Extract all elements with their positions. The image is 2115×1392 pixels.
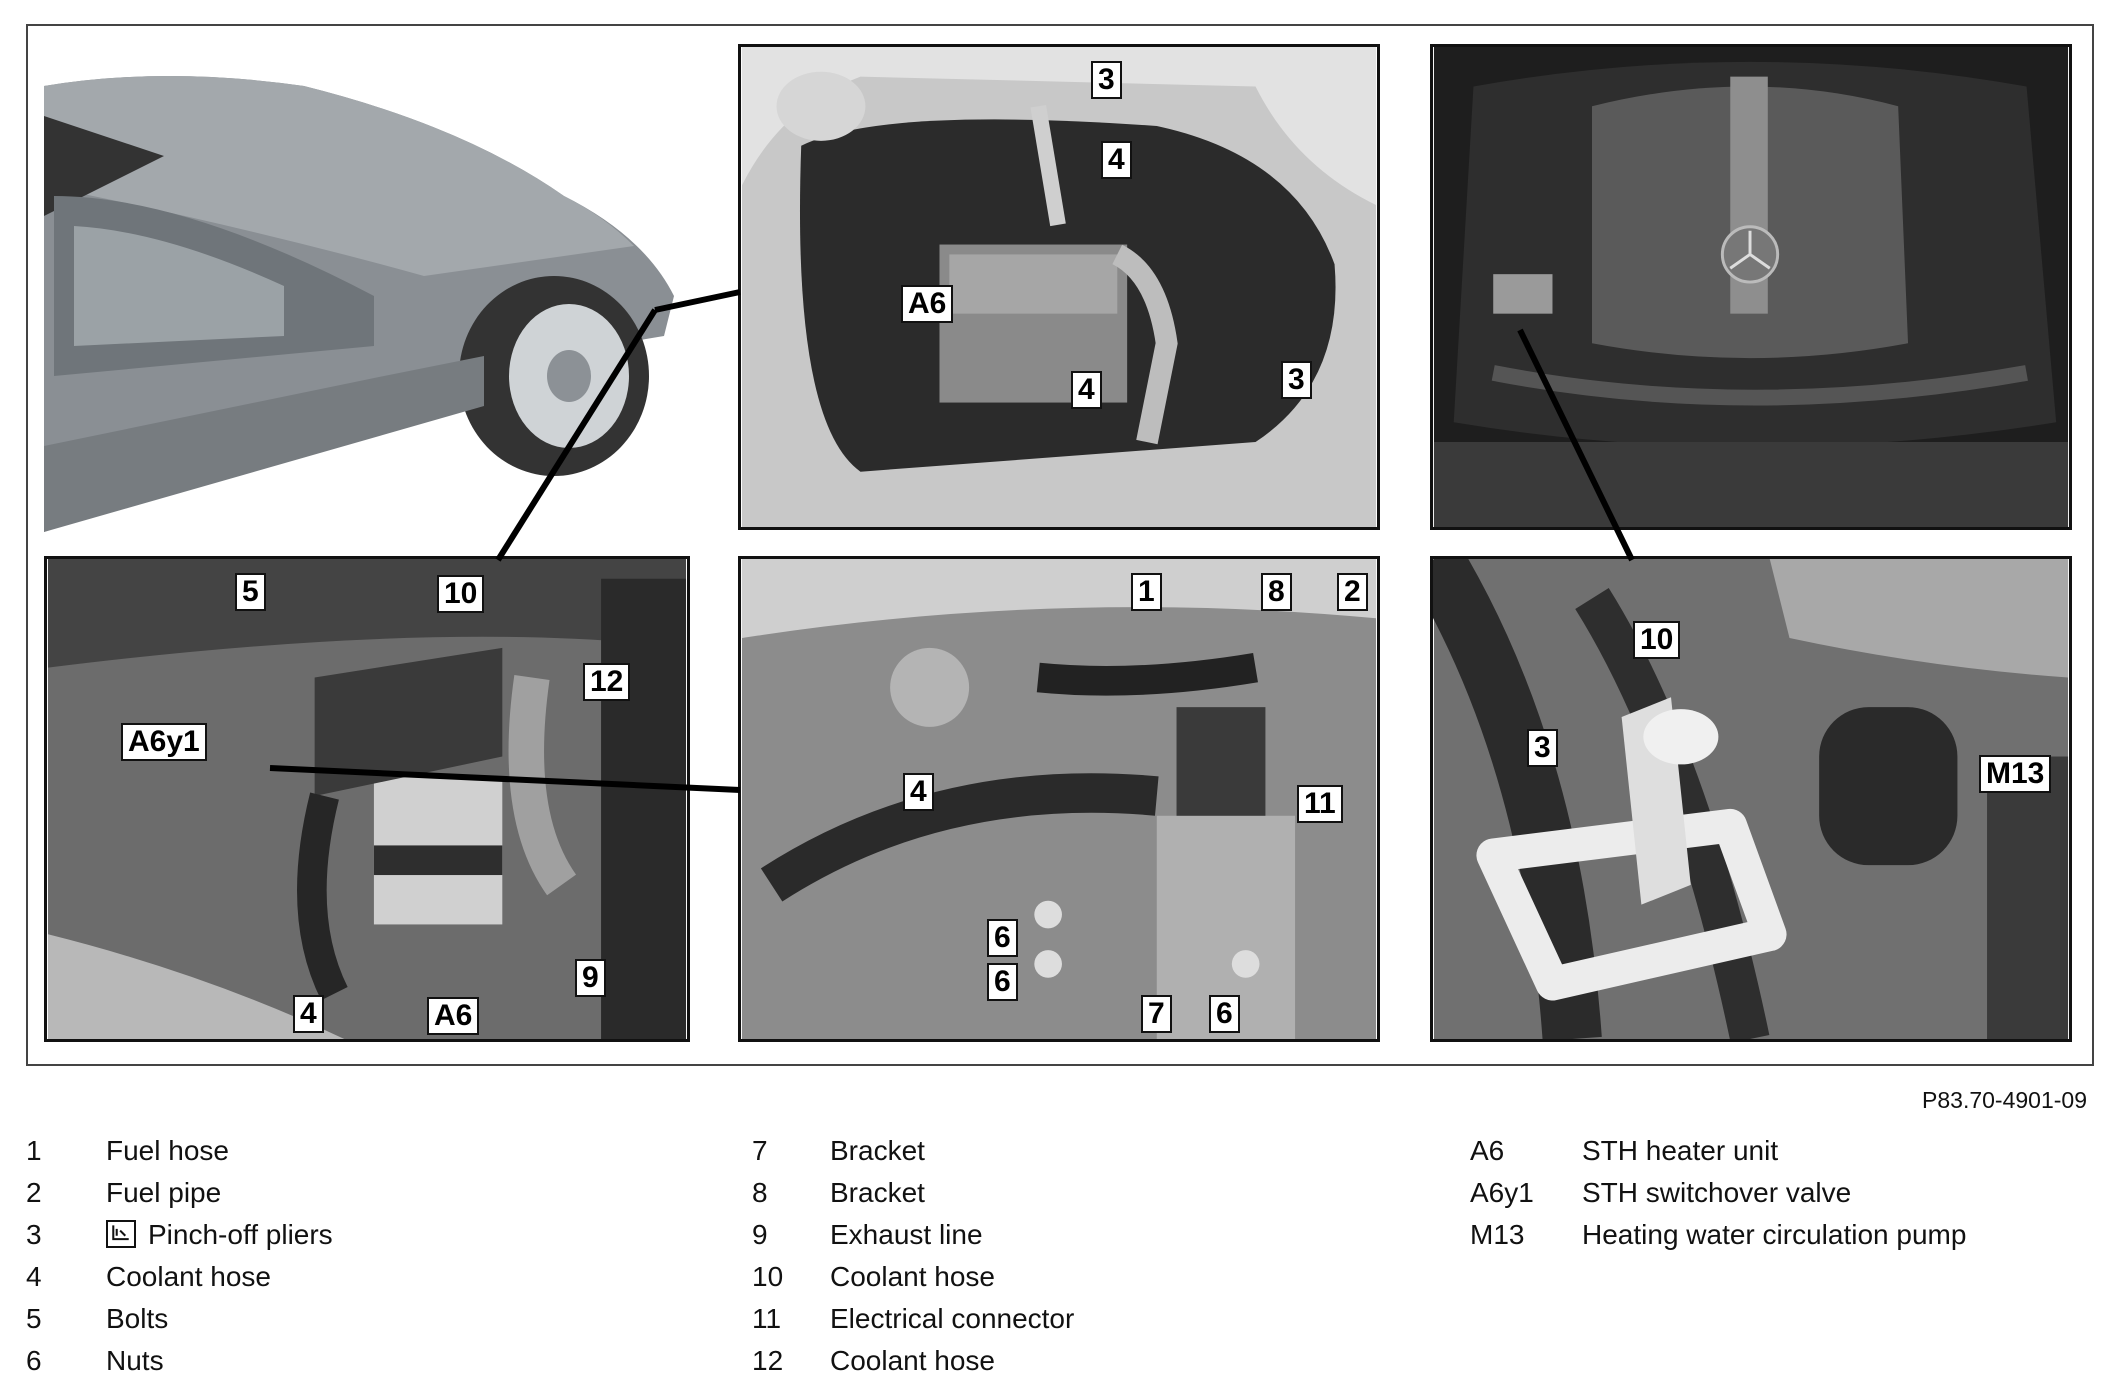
callout-5: 5: [235, 573, 266, 611]
callout-11: 11: [1297, 785, 1343, 823]
callout-4-top: 4: [1101, 141, 1132, 179]
callout-m13: M13: [1979, 755, 2051, 793]
legend-number: 11: [752, 1303, 782, 1334]
callout-6-right: 6: [1209, 995, 1240, 1033]
legend-label: STH heater unit: [1582, 1135, 1779, 1166]
legend-item: [752, 1172, 1312, 1214]
legend-item: [26, 1172, 586, 1214]
legend-item: [26, 1214, 586, 1256]
tool-symbol-icon: [106, 1220, 136, 1248]
legend-label: Heating water circulation pump: [1582, 1219, 1967, 1250]
callout-a6: A6: [901, 285, 953, 323]
callout-12: 12: [583, 663, 630, 701]
connections-photo: [741, 559, 1377, 1039]
legend-item: [752, 1298, 1312, 1340]
panel-engine-bay: [1430, 44, 2072, 530]
legend-item: [752, 1214, 1312, 1256]
legend-label: Coolant hose: [830, 1345, 996, 1376]
legend-number: 7: [752, 1135, 768, 1166]
engine-bay-photo: [1433, 47, 2069, 527]
callout-7: 7: [1141, 995, 1172, 1033]
legend-item: [752, 1256, 1312, 1298]
panel-trunk: [738, 44, 1380, 530]
callout-10: 10: [437, 575, 484, 613]
callout-8: 8: [1261, 573, 1292, 611]
panel-detail-pump: [1430, 556, 2072, 1042]
callout-6-lower: 6: [987, 963, 1018, 1001]
legend-item: [1470, 1214, 2090, 1256]
legend-label: Electrical connector: [830, 1303, 1075, 1334]
panel-detail-heater: [44, 556, 690, 1042]
callout-9: 9: [575, 959, 606, 997]
callout-3: 3: [1527, 729, 1558, 767]
car-illustration: [44, 46, 684, 532]
legend-column-2: [752, 1130, 1312, 1382]
callout-4-bottom: 4: [1071, 371, 1102, 409]
panel-detail-connections: [738, 556, 1380, 1042]
legend-label: STH switchover valve: [1582, 1177, 1852, 1208]
legend-column-1: [26, 1130, 586, 1382]
callout-6-left: 6: [987, 919, 1018, 957]
legend-number: 6: [26, 1345, 42, 1376]
legend-number: A6y1: [1470, 1177, 1534, 1208]
legend-number: M13: [1470, 1219, 1525, 1250]
legend-label: Exhaust line: [830, 1219, 983, 1250]
legend-label: Fuel hose: [106, 1135, 229, 1166]
legend-item: [752, 1340, 1312, 1382]
legend-number: 2: [26, 1177, 42, 1208]
legend-label: Nuts: [106, 1345, 164, 1376]
legend-item: [26, 1256, 586, 1298]
legend-item: [26, 1340, 586, 1382]
pump-photo: [1433, 559, 2069, 1039]
callout-4: 4: [903, 773, 934, 811]
callout-a6: A6: [427, 997, 479, 1035]
legend-item: [26, 1130, 586, 1172]
legend-number: 1: [26, 1135, 42, 1166]
legend-item: [752, 1130, 1312, 1172]
legend-number: 5: [26, 1303, 42, 1334]
callout-10: 10: [1633, 621, 1680, 659]
callout-a6y1: A6y1: [121, 723, 207, 761]
legend-label: Bracket: [830, 1177, 925, 1208]
legend-number: A6: [1470, 1135, 1505, 1166]
legend-label: Bracket: [830, 1135, 925, 1166]
legend-label: Coolant hose: [830, 1261, 996, 1292]
legend-item: [26, 1298, 586, 1340]
legend-item: [1470, 1130, 2090, 1172]
legend-label: Coolant hose: [106, 1261, 272, 1292]
legend-number: 8: [752, 1177, 768, 1208]
callout-3-top: 3: [1091, 61, 1122, 99]
legend-item: [1470, 1172, 2090, 1214]
figure-reference: P83.70-4901-09: [1922, 1087, 2087, 1113]
legend-column-3: [1470, 1130, 2090, 1256]
legend-label: Pinch-off pliers: [148, 1219, 333, 1250]
callout-4: 4: [293, 995, 324, 1033]
legend-number: 12: [752, 1345, 784, 1376]
legend-label: Bolts: [106, 1303, 169, 1334]
legend-label: Fuel pipe: [106, 1177, 222, 1208]
trunk-photo: [741, 47, 1377, 527]
legend-number: 9: [752, 1219, 768, 1250]
legend-number: 4: [26, 1261, 42, 1292]
legend-number: 10: [752, 1261, 784, 1292]
callout-2: 2: [1337, 573, 1368, 611]
callout-3-bottom: 3: [1281, 361, 1312, 399]
legend-number: 3: [26, 1219, 42, 1250]
callout-1: 1: [1131, 573, 1162, 611]
panel-car-view: [44, 46, 684, 532]
